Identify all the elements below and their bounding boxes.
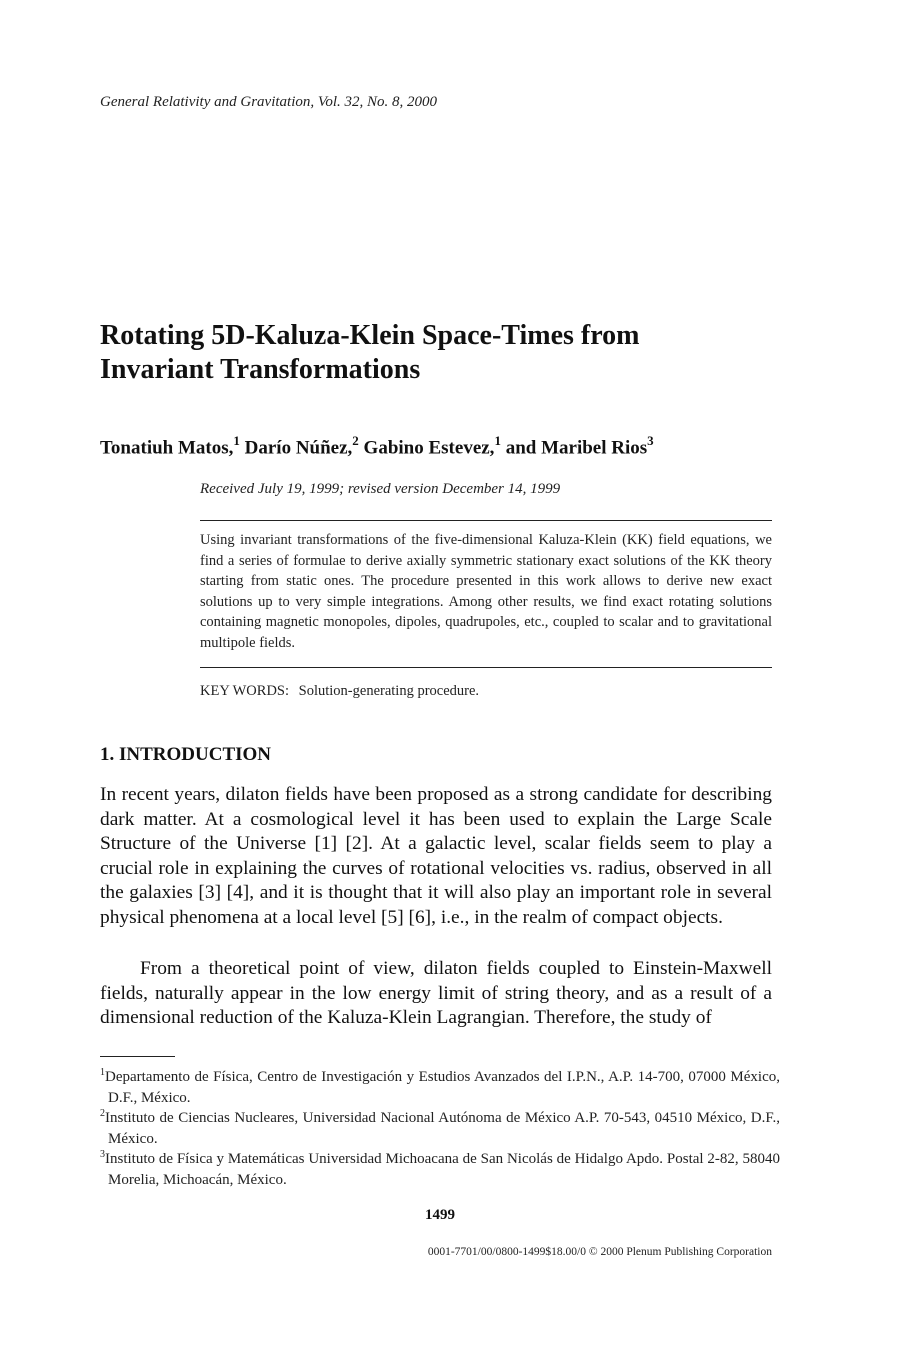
title-line-2: Invariant Transformations <box>100 354 421 385</box>
footnote-mark: 2 <box>100 1108 105 1119</box>
article-title <box>100 319 780 387</box>
footnote-mark: 3 <box>100 1149 105 1160</box>
abstract-bottom-rule <box>200 667 772 668</box>
author-name: and Maribel Rios <box>505 437 648 459</box>
body-paragraph: In recent years, dilaton fields have been proposed as a strong candidate for describing dark matter. At a cosmological level it has been used to explain the Large Scale Structure of the Universe [1] [2]. At a galactic level, scalar fields seem to play a crucial role in explaining the curves of rotational velocities vs. radius, observed in all the galaxies [3] [4], and it is thought that it will also play an important role in several physical phenomena at a local level [5] [6], i.e., in the realm of compact objects. <box>100 784 772 928</box>
footnote-text: Instituto de Ciencias Nucleares, Universidad Nacional Autónoma de México A.P. 70-543, 04510 México, D.F., México. <box>105 1110 780 1147</box>
footnote-text: Departamento de Física, Centro de Investigación y Estudios Avanzados del I.P.N., A.P. 14-700, 07000 México, D.F., México. <box>105 1069 780 1106</box>
keywords-value: Solution-generating procedure. <box>298 683 480 699</box>
footnote <box>100 1063 780 1108</box>
footnote-text: Instituto de Física y Matemáticas Universidad Michoacana de San Nicolás de Hidalgo Apdo. Postal 2-82, 58040 Morelia, Michoacán, México. <box>105 1151 780 1188</box>
section-title: INTRODUCTION <box>119 744 272 765</box>
abstract-text: Using invariant transformations of the five-dimensional Kaluza-Klein (KK) field equations, we find a series of formulae to derive axially symmetric stationary exact solutions of the KK theory starting from static ones. The procedure presented in this work allows to derive new exact solutions up to very simple integrations. Among other results, we find exact rotating solutions containing magnetic monopoles, dipoles, quadrupoles, etc., coupled to scalar and to gravitational multipole fields. <box>200 532 772 651</box>
author-affiliation-mark: 3 <box>647 433 654 448</box>
copyright-line: 0001-7701/00/0800-1499$18.00/0 © 2000 Plenum Publishing Corporation <box>427 1246 772 1258</box>
page-number: 1499 <box>425 1207 455 1223</box>
received-dates: Received July 19, 1999; revised version December 14, 1999 <box>200 481 561 497</box>
footnote <box>100 1104 780 1149</box>
author-affiliation-mark: 2 <box>352 433 359 448</box>
section-number: 1. <box>100 744 115 765</box>
section-heading <box>100 744 271 766</box>
footnote <box>100 1145 780 1190</box>
abstract-top-rule <box>200 520 772 521</box>
body-paragraph: From a theoretical point of view, dilaton fields coupled to Einstein-Maxwell fields, naturally appear in the low energy limit of string theory, and as a result of a dimensional reduction of the Kaluza-Klein Lagrangian. Therefore, the study of <box>100 958 772 1029</box>
author-name: Tonatiuh Matos, <box>100 437 234 459</box>
author-affiliation-mark: 1 <box>233 433 240 448</box>
author-affiliation-mark: 1 <box>494 433 501 448</box>
author-name: Darío Núñez, <box>244 437 353 459</box>
keywords-label: KEY WORDS: <box>200 683 290 699</box>
footnote-mark: 1 <box>100 1067 105 1078</box>
keywords <box>200 683 479 700</box>
author-list <box>100 434 654 459</box>
author-name: Gabino Estevez, <box>363 437 495 459</box>
title-line-1: Rotating 5D-Kaluza-Klein Space-Times from <box>100 320 640 351</box>
journal-header: General Relativity and Gravitation, Vol. 32, No. 8, 2000 <box>100 94 438 110</box>
footnote-rule <box>100 1056 175 1057</box>
